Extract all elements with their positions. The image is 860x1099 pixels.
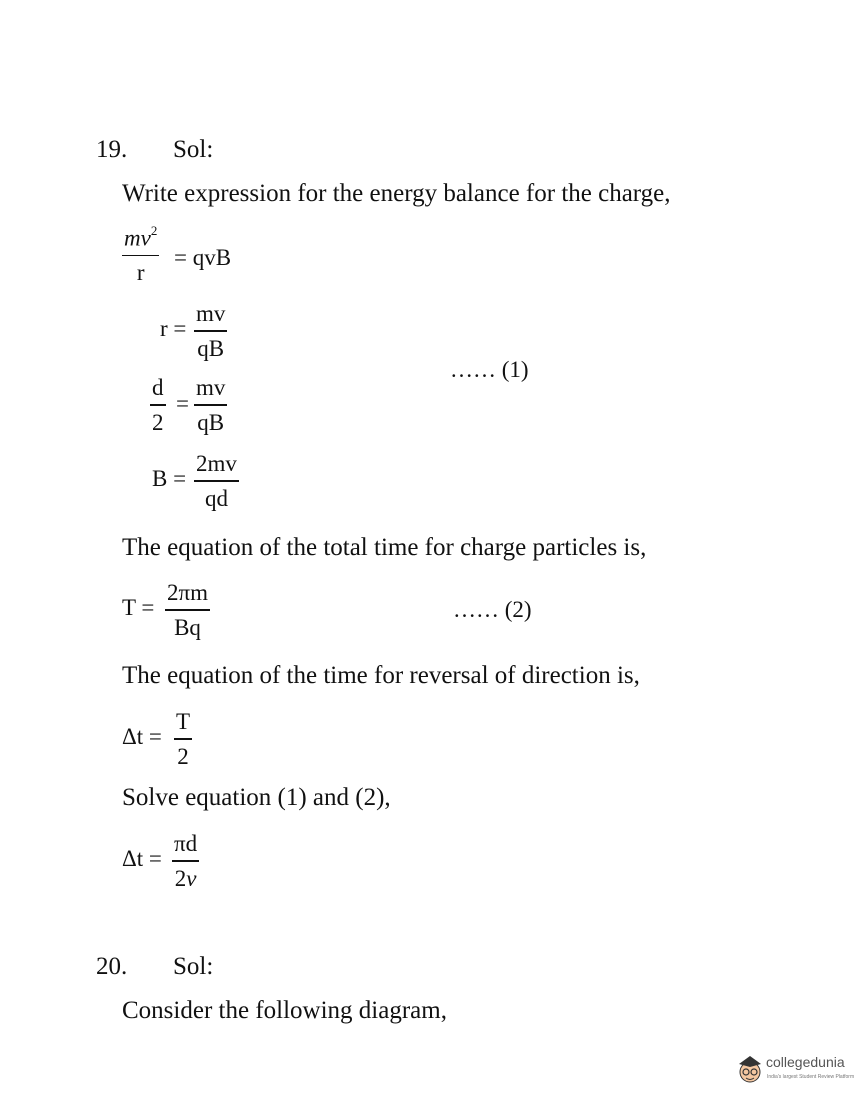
denominator-2: 2 xyxy=(174,865,187,891)
equals-sign: = xyxy=(176,391,189,416)
numerator-mv: mv xyxy=(124,225,151,251)
fraction-mv2-over-r xyxy=(122,223,159,286)
fraction-pid-over-2v xyxy=(172,832,199,890)
numerator: d xyxy=(152,375,164,400)
denominator: Bq xyxy=(174,614,201,640)
denominator: 2 xyxy=(177,743,189,769)
exponent-2: 2 xyxy=(150,223,158,238)
numerator: πd xyxy=(174,831,198,856)
denominator xyxy=(173,862,199,890)
denominator-v: v xyxy=(186,865,197,891)
fraction-t-over-2 xyxy=(174,710,192,768)
solution-label-20: Sol: xyxy=(173,953,214,980)
question-number-19: 19. xyxy=(96,136,128,163)
denominator: qB xyxy=(197,409,225,435)
equation-label-2: …… (2) xyxy=(453,597,532,622)
equation-rhs-qvb: = qvB xyxy=(174,245,232,270)
solution-label-19: Sol: xyxy=(173,136,214,163)
numerator: T xyxy=(176,709,191,734)
denominator-r: r xyxy=(136,260,145,286)
equation-lhs-t: T = xyxy=(122,595,155,620)
equation-lhs-r: r = xyxy=(160,316,187,341)
mascot-icon xyxy=(736,1052,764,1088)
equation-label-1: …… (1) xyxy=(450,357,529,382)
intro-text-19: Write expression for the energy balance for the charge, xyxy=(122,180,671,207)
numerator: mv xyxy=(196,301,226,326)
fraction-2pim-over-bq xyxy=(165,581,210,639)
denominator: 2 xyxy=(152,409,164,435)
intro-text-20: Consider the following diagram, xyxy=(122,997,447,1024)
equation-lhs-delta-t: Δt = xyxy=(122,724,162,749)
fraction-2mv-over-qd xyxy=(194,452,239,510)
text-solve: Solve equation (1) and (2), xyxy=(122,784,391,811)
numerator: 2mv xyxy=(196,451,237,476)
text-reversal: The equation of the time for reversal of direction is, xyxy=(122,662,640,689)
denominator: qd xyxy=(204,485,228,511)
question-number-20: 20. xyxy=(96,953,128,980)
fraction-mv-over-qb xyxy=(194,302,227,360)
denominator: qB xyxy=(197,335,225,361)
numerator: 2πm xyxy=(167,580,209,605)
equation-lhs-b: B = xyxy=(152,466,187,491)
equation-lhs-delta-t-2: Δt = xyxy=(122,846,162,871)
collegedunia-logo[interactable] xyxy=(736,1050,860,1090)
fraction-mv-over-qb-2 xyxy=(194,376,227,434)
logo-name: collegedunia xyxy=(766,1054,845,1070)
logo-tagline: India's largest Student Review Platform xyxy=(767,1074,855,1080)
fraction-d-over-2 xyxy=(150,376,166,434)
numerator: mv xyxy=(196,375,226,400)
text-total-time: The equation of the total time for charge particles is, xyxy=(122,534,647,561)
